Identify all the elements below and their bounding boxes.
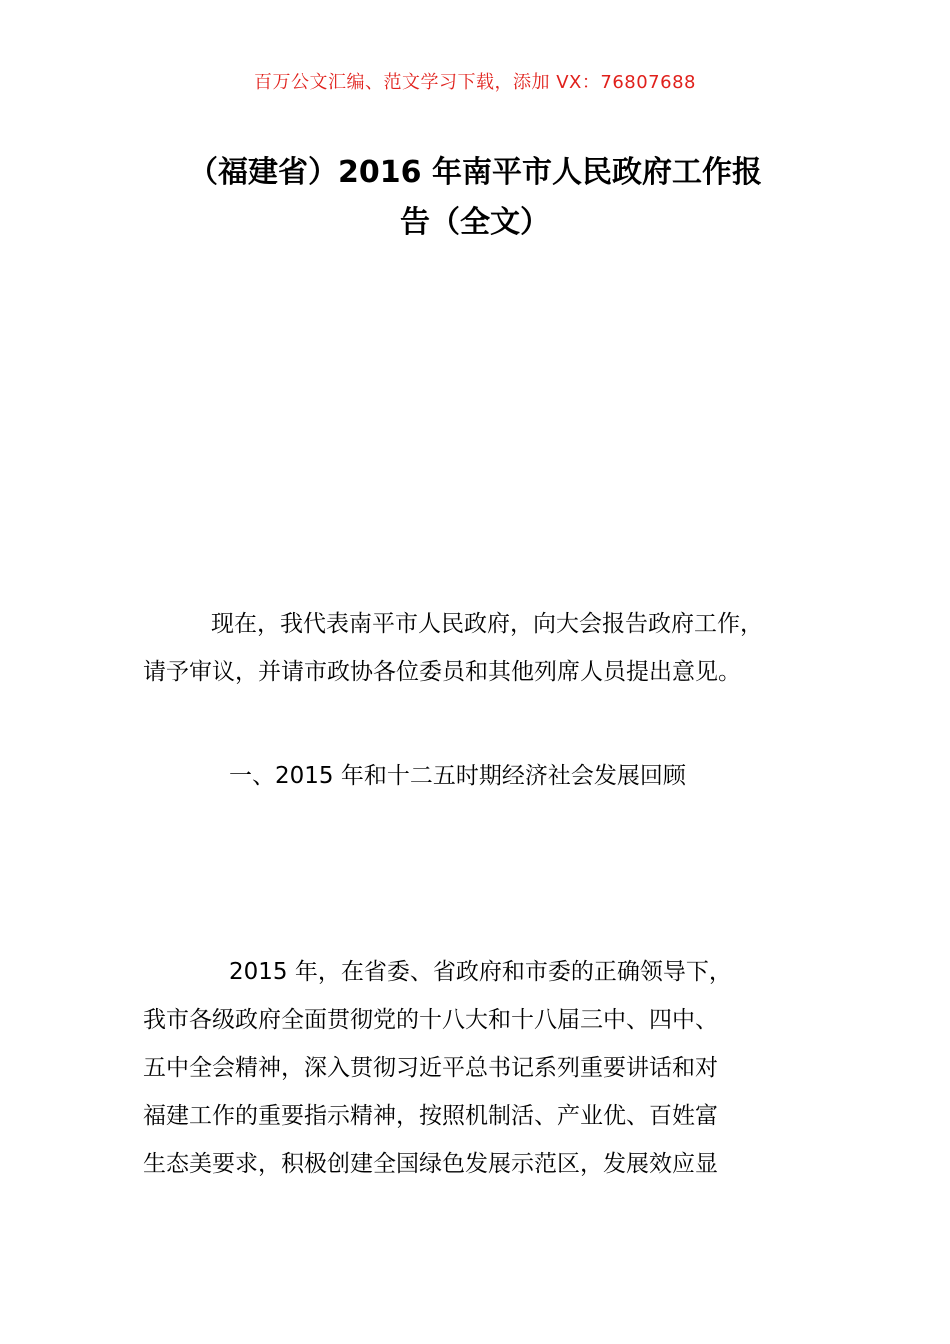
body-line-4: 福建工作的重要指示精神，按照机制活、产业优、百姓富 bbox=[143, 1103, 718, 1129]
intro-line-2: 请予审议，并请市政协各位委员和其他列席人员提出意见。 bbox=[143, 659, 741, 685]
body-line-1: 2015 年，在省委、省政府和市委的正确领导下， bbox=[229, 959, 732, 985]
section-heading: 一、2015 年和十二五时期经济社会发展回顾 bbox=[229, 763, 686, 789]
title-line-1: （福建省）2016 年南平市人民政府工作报 bbox=[188, 155, 762, 190]
body-paragraph bbox=[143, 948, 833, 1188]
body-line-5: 生态美要求，积极创建全国绿色发展示范区，发展效应显 bbox=[143, 1151, 718, 1177]
intro-paragraph bbox=[143, 600, 833, 696]
watermark-header: 百万公文汇编、范文学习下载，添加 VX：76807688 bbox=[254, 72, 696, 93]
intro-line-1: 现在，我代表南平市人民政府，向大会报告政府工作， bbox=[211, 611, 763, 637]
body-line-2: 我市各级政府全面贯彻党的十八大和十八届三中、四中、 bbox=[143, 1007, 718, 1033]
title-line-2: 告（全文） bbox=[400, 205, 550, 240]
document-title bbox=[140, 148, 810, 248]
body-line-3: 五中全会精神，深入贯彻习近平总书记系列重要讲话和对 bbox=[143, 1055, 718, 1081]
